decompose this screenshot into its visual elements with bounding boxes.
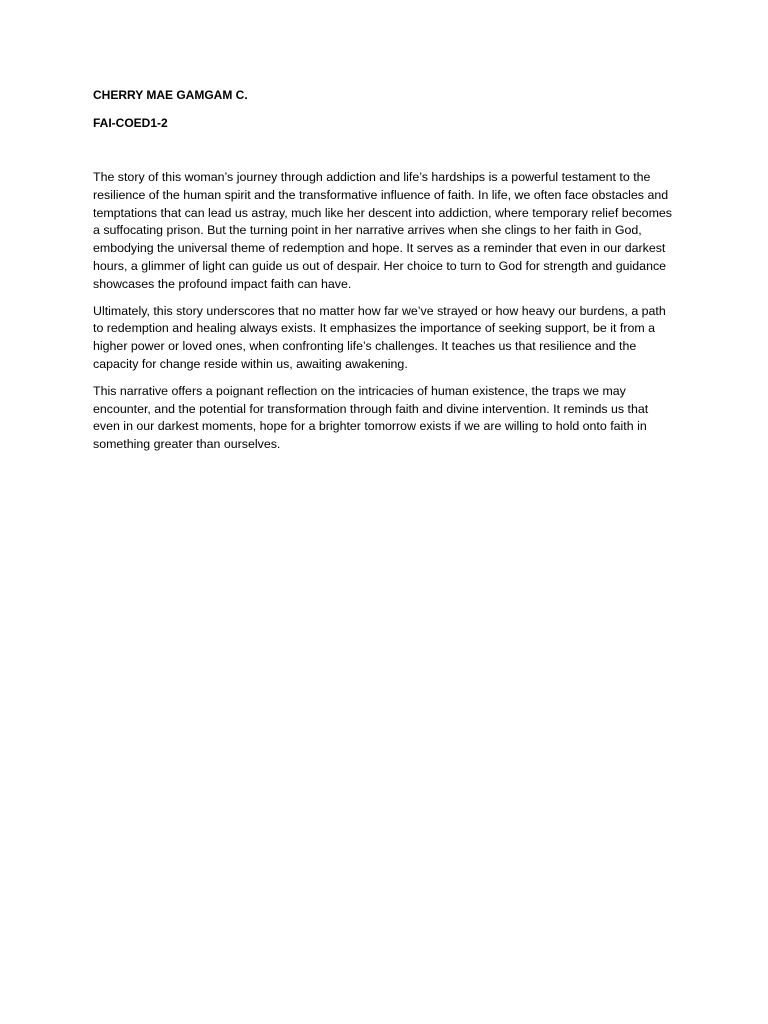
author-name: CHERRY MAE GAMGAM C. <box>93 88 248 102</box>
section-code: FAI-COED1-2 <box>93 116 168 130</box>
paragraph-3: This narrative offers a poignant reflection on the intricacies of human existence, the traps we may encounter, and the potential for transformation through faith and divine intervention. It reminds us that even in our darkest moments, hope for a brighter tomorrow exists if we are willing to hold onto faith in something greater than ourselves. <box>93 383 649 452</box>
paragraph-2: Ultimately, this story underscores that no matter how far we’ve strayed or how heavy our burdens, a path to redemption and healing always exists. It emphasizes the importance of seeking support, be it from a higher power or loved ones, when confronting life’s challenges. It teaches us that resilience and the capacity for change reside within us, awaiting awakening. <box>93 303 666 371</box>
paragraph-1: The story of this woman’s journey through addiction and life’s hardships is a powerful testament to the resilience of the human spirit and the transformative influence of faith. In life, we often face obstacles and temptations that can lead us astray, much like her descent into addiction, where temporary relief becomes a suffocating prison. But the turning point in her narrative arrives when she clings to her faith in God, embodying the universal theme of redemption and hope. It serves as a reminder that even in our darkest hours, a glimmer of light can guide us out of despair. Her choice to turn to God for strength and guidance showcases the profound impact faith can have. <box>93 170 672 291</box>
document-body <box>93 87 675 454</box>
